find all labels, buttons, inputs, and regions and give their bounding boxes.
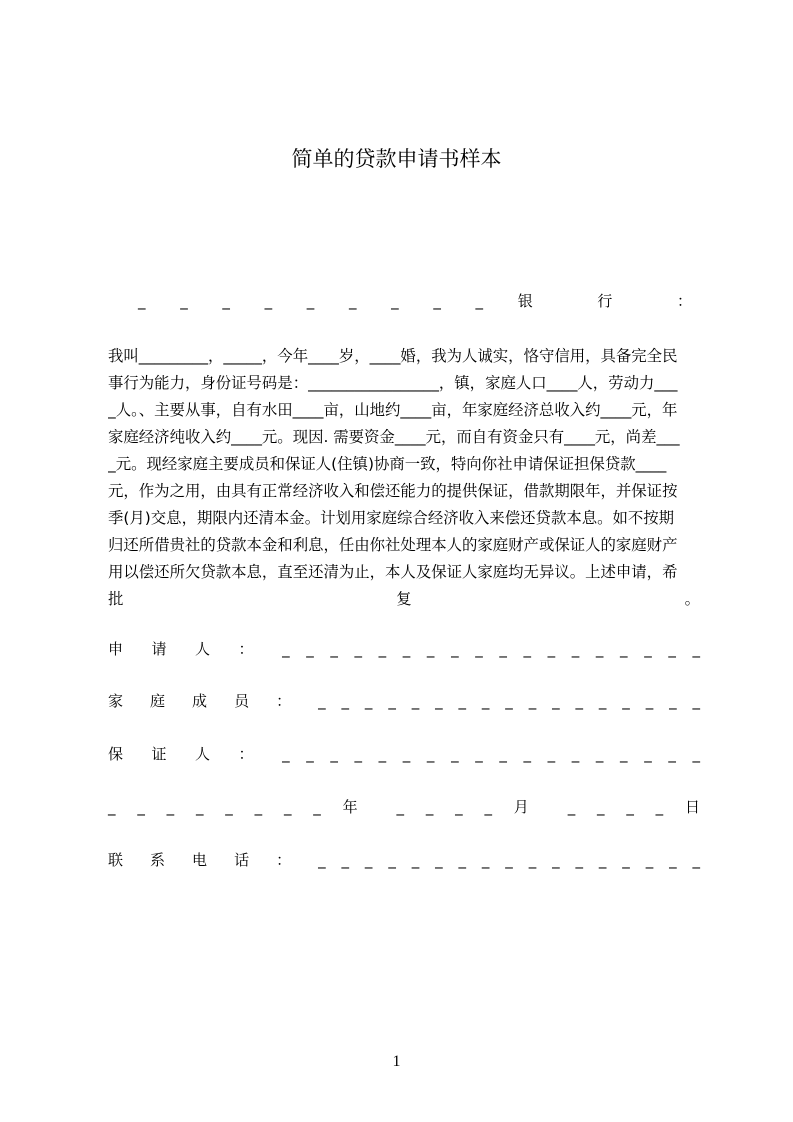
family-members-field: 家 庭 成 员 ： _ _ _ _ _ _ _ _ _ _ _ _ _ _ _ _ _ (108, 692, 700, 710)
guarantor-field: 保 证 人 ： _ _ _ _ _ _ _ _ _ _ _ _ _ _ _ _ _ _ (108, 745, 700, 763)
body-line: 批 复 。 (108, 590, 700, 608)
date-field: _ _ _ _ _ _ _ _ 年 _ _ _ _ 月 _ _ _ _ 日 (108, 798, 700, 816)
body-line: 季(月)交息，期限内还清本金。计划用家庭综合经济收入来偿还贷款本息。如不按期 (108, 509, 675, 527)
body-line: 事行为能力，身份证号码是：_________________，镇，家庭人口____人，劳动力___ (108, 374, 678, 392)
applicant-field: 申 请 人 ： _ _ _ _ _ _ _ _ _ _ _ _ _ _ _ _ _ _ (108, 640, 700, 658)
document-title: 简单的贷款申请书样本 (291, 147, 502, 171)
body-line: 元，作为之用，由具有正常经济收入和偿还能力的提供保证，借款期限年，并保证按 (108, 482, 678, 500)
bank-salutation: _ _ _ _ _ _ _ _ _ 银 行 ： (138, 292, 692, 310)
body-line: _元。现经家庭主要成员和保证人(住镇)协商一致，特向你社申请保证担保贷款____ (108, 455, 667, 473)
phone-field: 联 系 电 话 ： _ _ _ _ _ _ _ _ _ _ _ _ _ _ _ _ _ (108, 851, 700, 869)
page-number: 1 (392, 1053, 401, 1070)
body-line: 归还所借贵社的贷款本金和利息，任由你社处理本人的家庭财产或保证人的家庭财产 (108, 536, 678, 554)
body-line: 我叫_________，_____，今年____岁，____婚，我为人诚实，恪守信用，具备完全民 (108, 347, 678, 365)
body-line: _人。、主要从事，自有水田____亩，山地约____亩，年家庭经济总收入约____元，年 (108, 401, 678, 419)
body-line: 用以偿还所欠贷款本息，直至还清为止，本人及保证人家庭均无异议。上述申请，希 (108, 563, 678, 581)
application-body (108, 343, 700, 613)
body-line: 家庭经济纯收入约____元。现因. 需要资金____元，而自有资金只有____元，尚差___ (108, 428, 680, 446)
